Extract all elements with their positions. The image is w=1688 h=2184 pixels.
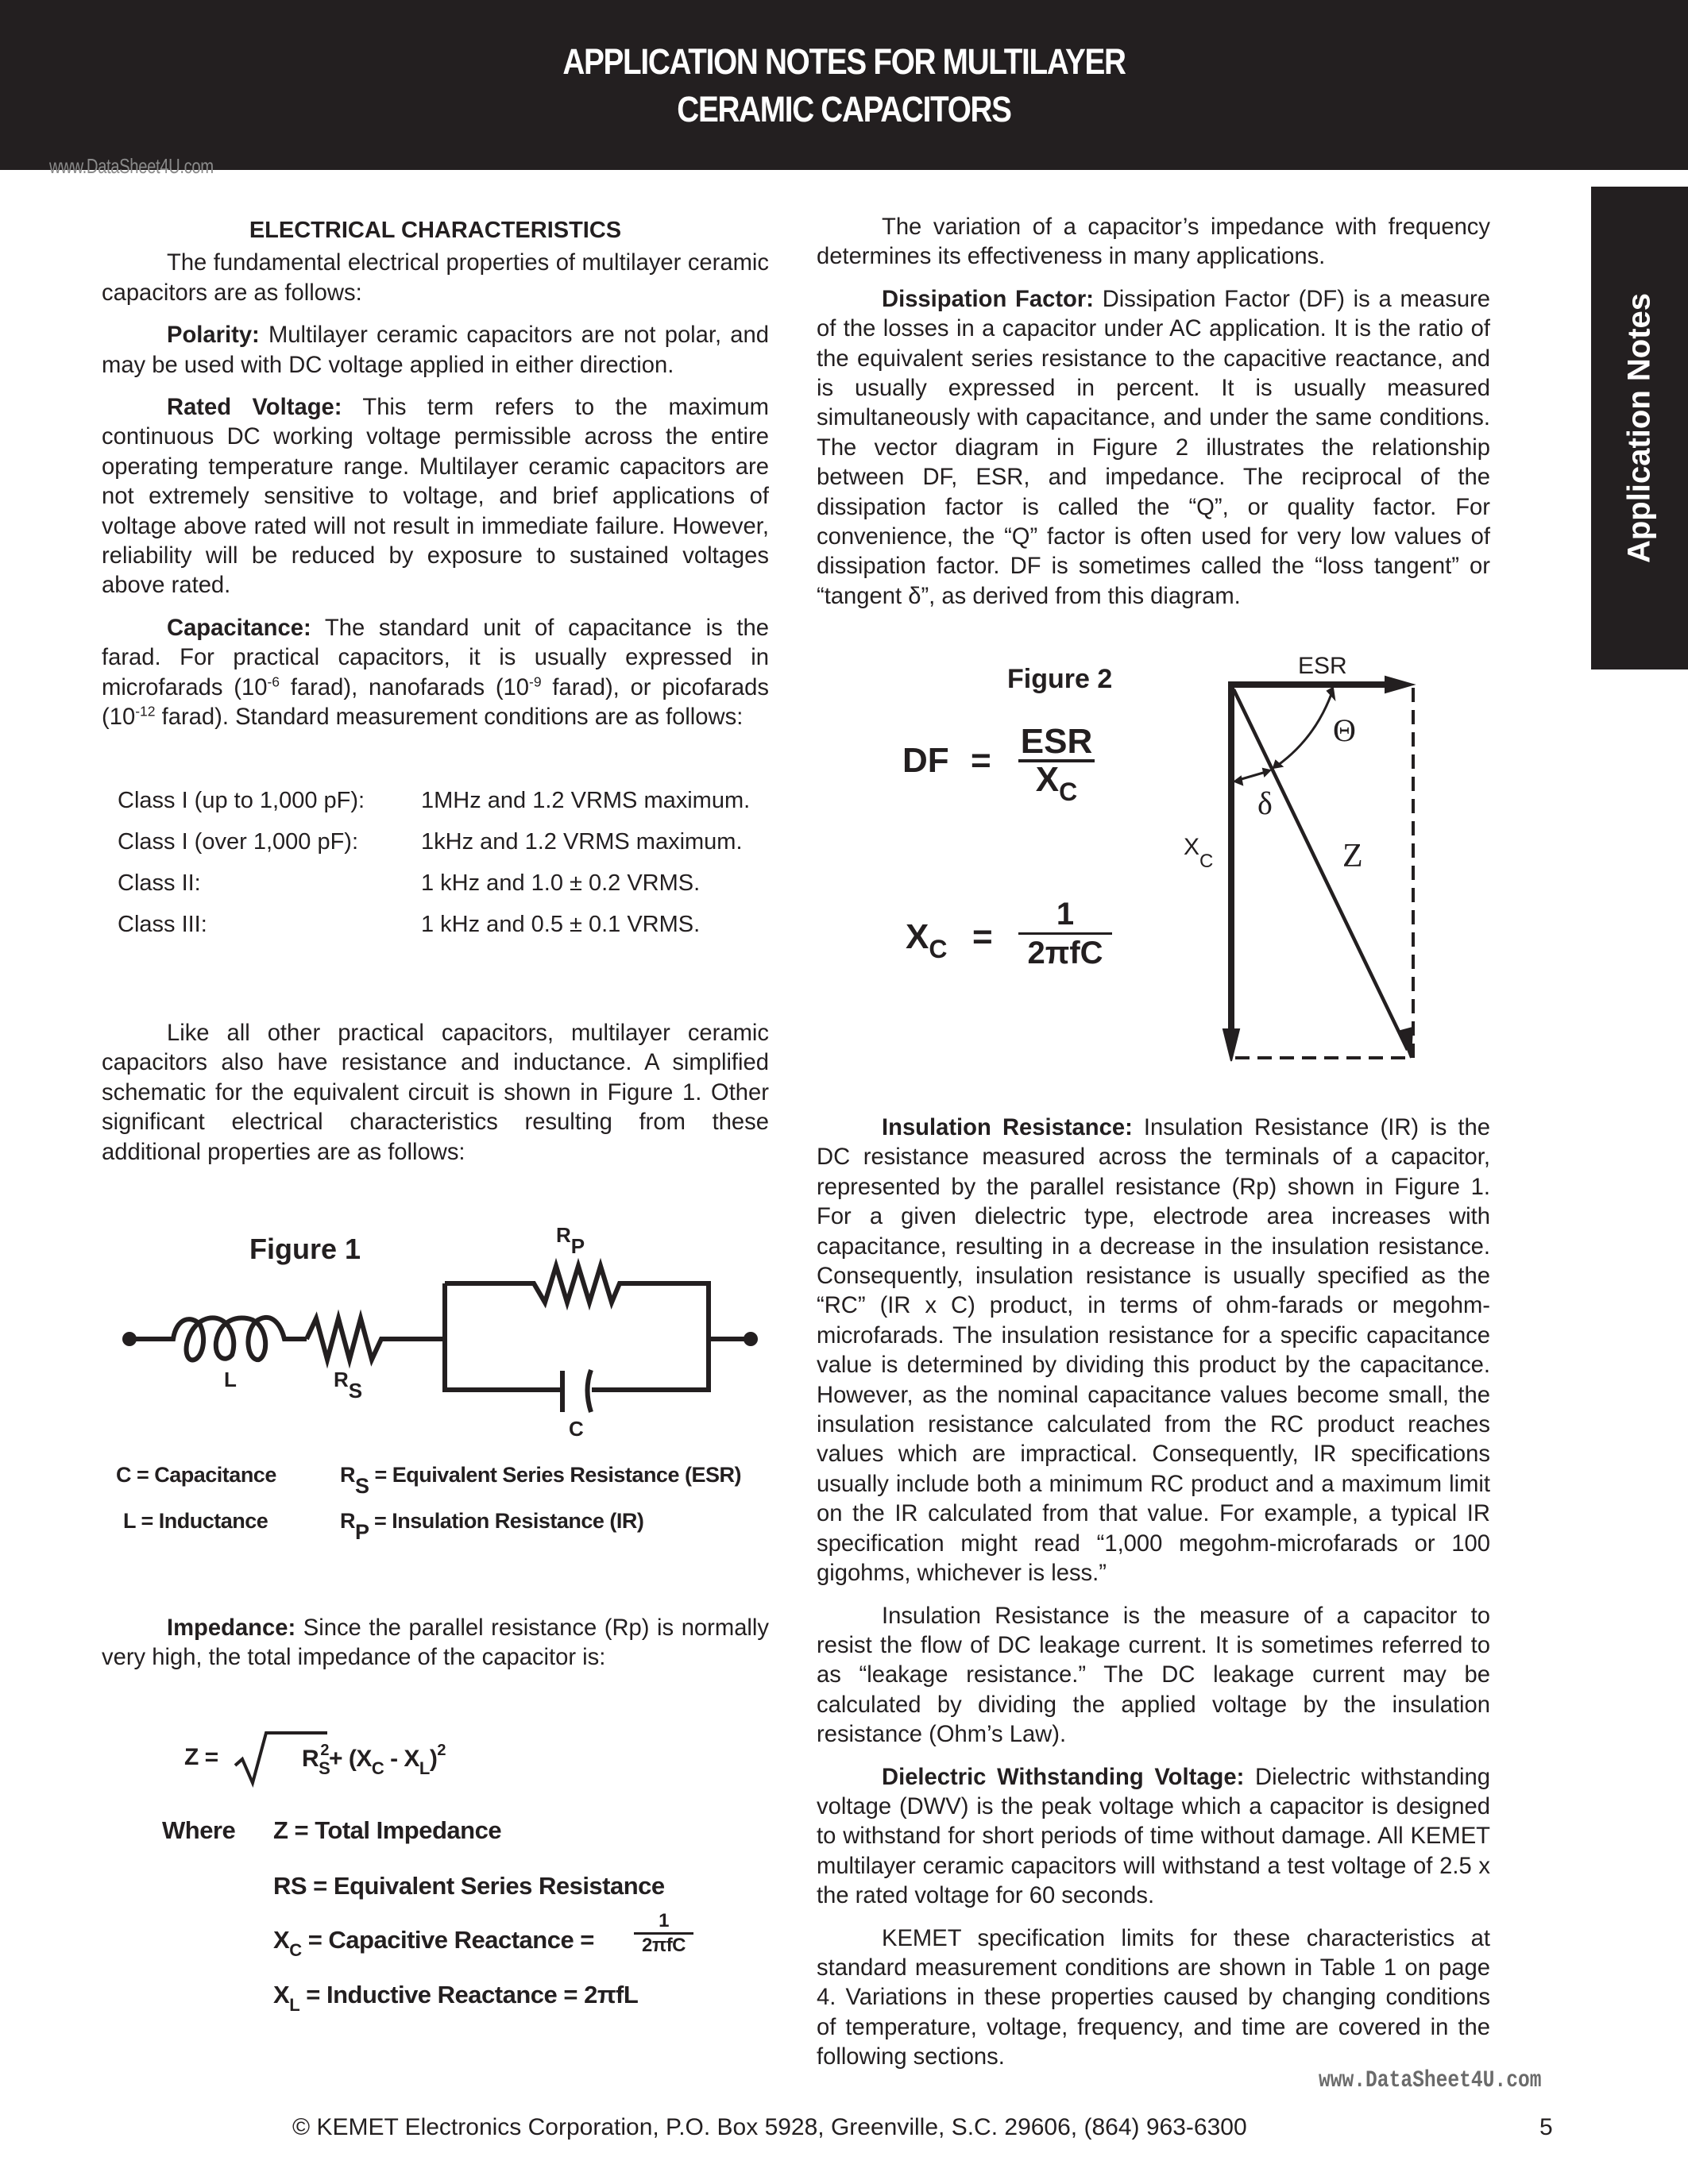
series-resistor-label [334,1368,363,1403]
p-subscript: P [355,1520,369,1544]
c-subscript: C [1059,778,1078,806]
formula-minus: - X [384,1746,419,1772]
def-xc-text: = Capacitive Reactance = [301,1926,594,1954]
exponent: 2 [437,1742,446,1759]
r-symbol: R [334,1368,349,1391]
table-row [118,828,753,857]
def-xc [273,1926,594,1960]
figure-2-title: Figure 2 [1007,664,1113,694]
r-symbol: R [340,1509,355,1533]
rated-voltage-paragraph [102,393,769,601]
s-subscript: S [355,1474,369,1498]
def-z: Z = Total Impedance [273,1816,502,1844]
kemet-spec-paragraph: KEMET specification limits for these characteristics at standard measurement conditions are shown in Table 1 on page 4. Variations in these properties caused by changing conditions of temperature, voltage, frequency, and time are covered in the following sections. [817,1925,1490,2070]
left-column [102,216,769,733]
exponent: 2 [320,1742,329,1759]
dwv-text: Dielectric withstanding voltage (DWV) is the peak voltage which a capacitor is designed to withstand for short periods of time without damage. All KEMET multilayer ceramic capacitors will withstand a test voltage of 2.5 x the rated voltage for 60 seconds. [817,1764,1490,1909]
side-tab-label: Application Notes [1621,292,1657,564]
l-subscript: L [289,1995,300,2015]
z-vector-label: Z [1342,838,1363,874]
legend-ir-text: = Insulation Resistance (IR) [369,1509,644,1533]
table-row [118,910,753,940]
dwv-paragraph [817,1763,1490,1912]
section-side-tab [1591,187,1688,669]
xc-lhs [906,917,948,963]
df-fraction [1018,722,1095,806]
c-subscript: C [929,935,948,963]
theta-angle-label: Θ [1333,712,1356,748]
def-xl-text: = Inductive Reactance = 2πfL [299,1981,639,2008]
insulation-resistance-paragraph [817,1113,1490,1589]
capacitance-text: farad), nanofarads (10 [280,674,530,700]
parallel-resistor-label [556,1223,585,1258]
section-heading: ELECTRICAL CHARACTERISTICS [249,218,622,243]
formula-plus: + (X [328,1746,372,1772]
insulation-resistance-text: Insulation Resistance (IR) is the DC resistance measured across the terminals of a capacitor, represented by the parallel resistance (Rp) shown in Figure 1. For a given dielectric type, electrode area increases with capacitance, resulting in a decrease in the insulation resistance. Consequently, insulation resistance is usually specified as the “RC” (IR x C) product, in terms of ohm-farads or megohm-microfarads. The insulation resistance for a specific capacitance value is determined by dividing this product by the capacitance. However, as the nominal capacitance values become small, the insulation resistance calculated from the RC product reaches values which are impractical. Consequently, IR specifications usually include both a minimum RC product and a maximum limit on the IR calculated from that value. For example, a typical IR specification might read “1,000 megohm-microfarads or 100 gigohms, whichever is less.” [817,1115,1491,1587]
polarity-paragraph [102,321,769,380]
class-condition: 1MHz and 1.2 VRMS maximum. [421,788,751,813]
capacitance-text: farad), or picofarads (10 [102,674,769,731]
impedance-text: Since the parallel resistance (Rp) is normally very high, the total impedance of the capacitor is: [102,1615,769,1671]
variation-paragraph: The variation of a capacitor’s impedance with frequency determines its effectiveness in many applications. [817,214,1490,270]
intro-paragraph: The fundamental electrical properties of multilayer ceramic capacitors are as follows: [102,250,769,306]
footer-address: © KEMET Electronics Corporation, P.O. Box 5928, Greenville, S.C. 29606, (864) 963-6300 [292,2114,1247,2140]
dwv-term: Dielectric Withstanding Voltage: [882,1764,1245,1790]
def-xl [273,1981,639,2015]
class-name: Class II: [118,870,201,896]
impedance-term: Impedance: [167,1615,296,1641]
page-header-band [0,0,1688,170]
page-number: 5 [1539,2114,1553,2140]
where-label: Where [162,1816,236,1844]
legend-inductance: L = Inductance [123,1509,268,1533]
xc-numerator: 1 [1018,896,1112,935]
df-lhs: DF [902,741,949,780]
class-condition: 1 kHz and 1.0 ± 0.2 VRMS. [421,870,701,896]
insulation-resistance-term: Insulation Resistance: [882,1115,1133,1140]
xc-vector-label [1184,834,1214,872]
page-title-line1: APPLICATION NOTES FOR MULTILAYER [562,41,1126,82]
r-symbol: R [340,1463,355,1487]
right-column-top [817,213,1490,612]
df-numerator: ESR [1018,724,1095,762]
fraction-denominator: 2πfC [634,1932,693,1957]
rs-subscript: S [319,1758,330,1778]
r-symbol: R [556,1223,571,1247]
xc-equals: = [972,917,993,956]
practical-paragraph: Like all other practical capacitors, multilayer ceramic capacitors also have resistance and inductance. A simplified schematic for the equivalent circuit is shown in Figure 1. Other significant electrical characteristics resulting from these additional properties are as follows: [102,1021,769,1165]
right-column-bottom [817,1113,1490,2073]
rs-symbol: R [302,1746,319,1772]
table-row [118,869,753,898]
dissipation-factor-paragraph [817,285,1490,612]
page-title-line2: CERAMIC CAPACITORS [677,89,1011,129]
rated-voltage-text: This term refers to the maximum continuous DC working voltage permissible across the entire operating temperature range. Multilayer ceramic capacitors are not extremely sensitive to voltage, and brief applications of voltage above rated will not result in immediate failure. However, reliability will be reduced by exposure to sustained voltages above rated. [102,395,769,599]
legend-esr [340,1463,741,1498]
formula-lhs: Z = [184,1744,218,1770]
polarity-text: Multilayer ceramic capacitors are not polar, and may be used with DC voltage applied in either direction. [102,322,769,378]
practical-paragraph-block [102,1019,769,1167]
impedance-paragraph-block [102,1614,769,1673]
df-denominator [1018,760,1095,806]
class-name: Class I (up to 1,000 pF): [118,788,365,813]
leakage-paragraph: Insulation Resistance is the measure of a capacitor to resist the flow of DC leakage current. It is sometimes referred to as “leakage resistance.” The DC leakage current may be calculated by dividing the applied voltage by the insulation resistance (Ohm’s Law). [817,1603,1490,1748]
legend-esr-text: = Equivalent Series Resistance (ESR) [369,1463,741,1487]
capacitance-term: Capacitance: [167,615,311,641]
class-name: Class III: [118,912,207,937]
exponent: -9 [529,673,542,689]
x-symbol: X [1184,834,1200,860]
rated-voltage-term: Rated Voltage: [167,395,342,421]
formula-close: ) [429,1746,438,1772]
xc-subscript: C [371,1758,384,1778]
def-xc-fraction [634,1910,693,1957]
x-symbol: X [906,917,929,956]
x-symbol: X [273,1981,290,2008]
c-subscript: C [1199,851,1214,872]
c-subscript: C [289,1940,302,1960]
capacitance-text: The standard unit of capacitance is the farad. For practical capacitors, it is usually expressed in microfarads (10 [102,615,769,700]
x-symbol: X [1035,760,1060,799]
def-rs: RS = Equivalent Series Resistance [273,1872,665,1900]
table-row [118,786,753,816]
watermark-bottom: www.DataSheet4U.com [1319,2067,1542,2094]
dissipation-factor-text: Dissipation Factor (DF) is a measure of the losses in a capacitor under AC application. It is the ratio of the equivalent series resistance to the capacitive reactance, and is usually expressed in percent. It is usually measured simultaneously with capacitance, and under the same conditions. The vector diagram in Figure 2 illustrates the relationship between DF, ESR, and impedance. The reciprocal of the dissipation factor is called the “Q”, or quality factor. For convenience, the “Q” factor is often used for very low values of dissipation factor. DF is sometimes called the “loss tangent” or “tangent δ”, as derived from this diagram. [817,286,1490,609]
xc-denominator: 2πfC [1027,936,1103,970]
xc-fraction [1018,896,1112,971]
capacitance-paragraph [102,614,769,733]
measurement-conditions-table [118,786,753,951]
delta-angle-label: δ [1257,785,1273,821]
df-equals: = [971,741,991,780]
s-subscript: S [348,1379,363,1403]
legend-capacitance: C = Capacitance [116,1463,276,1487]
watermark-top: www.DataSheet4U.com [49,154,214,178]
formula-rhs [302,1742,446,1778]
xl-subscript: L [419,1758,430,1778]
impedance-paragraph [102,1614,769,1673]
p-subscript: P [570,1234,585,1258]
exponent: -6 [267,673,280,689]
x-symbol: X [273,1926,290,1954]
legend-ir [340,1509,644,1544]
esr-vector-label: ESR [1298,653,1347,679]
class-condition: 1kHz and 1.2 VRMS maximum. [421,829,743,855]
polarity-term: Polarity: [167,322,260,349]
dissipation-factor-term: Dissipation Factor: [882,286,1094,312]
class-condition: 1 kHz and 0.5 ± 0.1 VRMS. [421,912,701,937]
class-name: Class I (over 1,000 pF): [118,829,358,855]
capacitance-text: farad). Standard measurement conditions are as follows: [155,704,744,731]
capacitor-label: C [569,1417,584,1441]
inductor-label: L [224,1368,237,1391]
fraction-numerator: 1 [659,1910,669,1931]
figure-1-title: Figure 1 [249,1233,361,1265]
exponent: -12 [135,703,156,720]
